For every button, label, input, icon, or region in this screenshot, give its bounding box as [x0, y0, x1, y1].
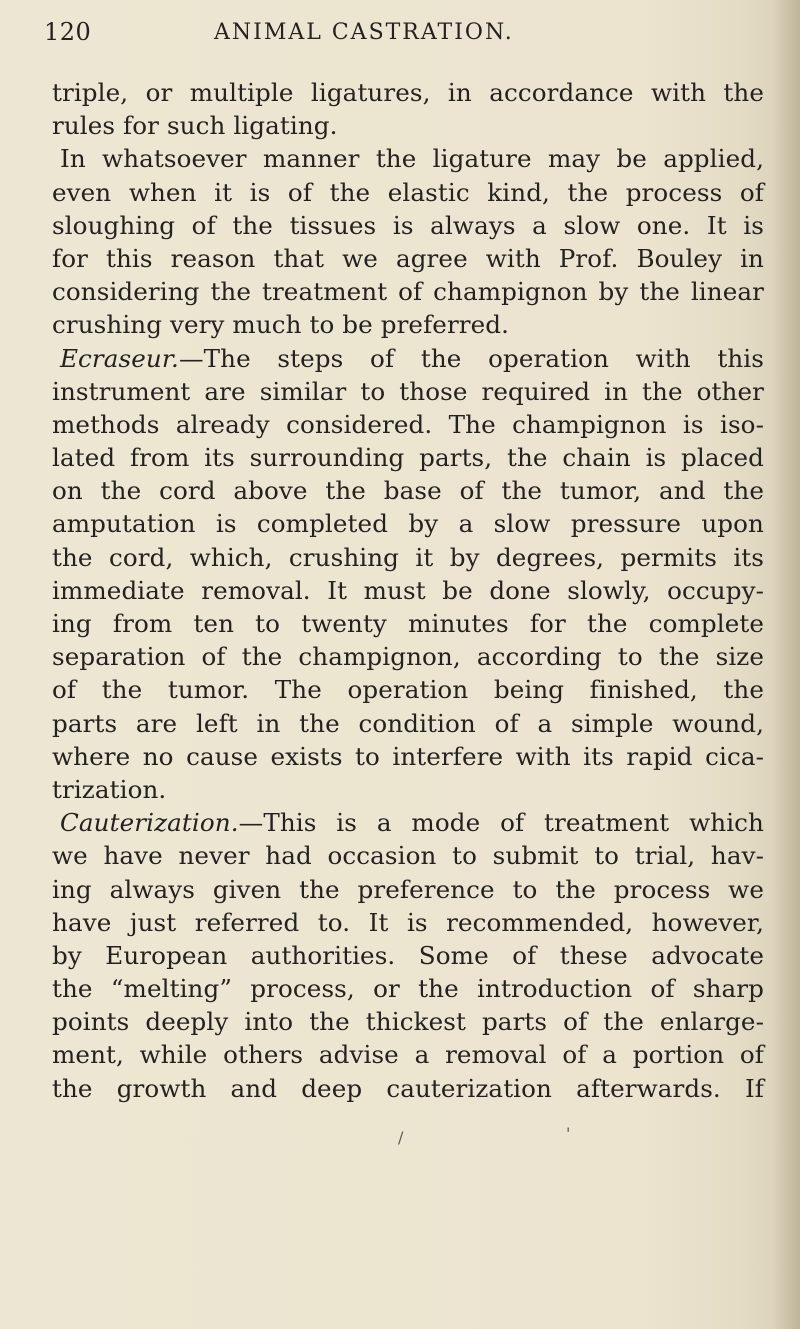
text-line: In whatsoever manner the ligature may be applied, — [60, 144, 764, 174]
text-line-cauterization — [52, 806, 764, 839]
body-text — [52, 76, 764, 1105]
text-line: of the tumor. The operation being finished, the — [52, 675, 764, 705]
stray-mark: ' — [566, 1124, 571, 1143]
text-line: trization. — [52, 774, 167, 804]
text-line: the “melting” process, or the introduction of sharp — [52, 974, 764, 1004]
text-line: have just referred to. It is recommended, however, — [52, 907, 764, 937]
page-header — [44, 18, 764, 58]
text-line-rest: —This is a mode of treatment which — [238, 808, 764, 838]
text-line: instrument are similar to those required in the other — [52, 376, 764, 406]
text-line: considering the treatment of champignon by the linear — [52, 277, 764, 307]
text-line: separation of the champignon, according to the size — [52, 642, 764, 672]
text-line: lated from its surrounding parts, the chain is placed — [52, 443, 764, 473]
text-line: the growth and deep cauterization afterwards. If — [52, 1073, 764, 1103]
text-line: crushing very much to be preferred. — [52, 310, 510, 340]
text-line: by European authorities. Some of these advocate — [52, 940, 764, 970]
text-line: we have never had occasion to submit to trial, hav- — [52, 841, 764, 871]
text-line-rest: —The steps of the operation with this — [178, 343, 764, 373]
text-line: where no cause exists to interfere with its rapid cica- — [52, 741, 764, 771]
text-line: triple, or multiple ligatures, in accordance with the — [52, 78, 764, 107]
running-head: ANIMAL CASTRATION. — [214, 20, 514, 45]
text-line: ing from ten to twenty minutes for the complete — [52, 609, 764, 638]
section-head-ecraseur: Ecraseur. — [60, 343, 179, 373]
text-line-ecraseur — [52, 342, 764, 375]
text-line: amputation is completed by a slow pressure upon — [52, 509, 764, 539]
text-line: methods already considered. The champignon is iso- — [52, 409, 764, 439]
text-line: sloughing of the tissues is always a slow one. It is — [52, 210, 764, 240]
section-head-cauterization: Cauterization. — [60, 808, 239, 838]
text-line: immediate removal. It must be done slowly, occupy- — [52, 575, 764, 605]
text-line: for this reason that we agree with Prof. Bouley in — [52, 243, 764, 273]
stray-mark: / — [398, 1128, 404, 1147]
text-line: ing always given the preference to the process we — [52, 874, 764, 904]
text-line: even when it is of the elastic kind, the process of — [52, 177, 764, 207]
text-line: the cord, which, crushing it by degrees, permits its — [52, 542, 764, 572]
text-line: points deeply into the thickest parts of the enlarge- — [52, 1007, 764, 1037]
text-line: ment, while others advise a removal of a portion of — [52, 1040, 764, 1070]
text-line: on the cord above the base of the tumor, and the — [52, 476, 764, 506]
text-line: parts are left in the condition of a simple wound, — [52, 708, 764, 738]
page-edge-shadow — [772, 0, 800, 1329]
page-number: 120 — [44, 18, 92, 46]
text-line: rules for such ligating. — [52, 111, 338, 141]
